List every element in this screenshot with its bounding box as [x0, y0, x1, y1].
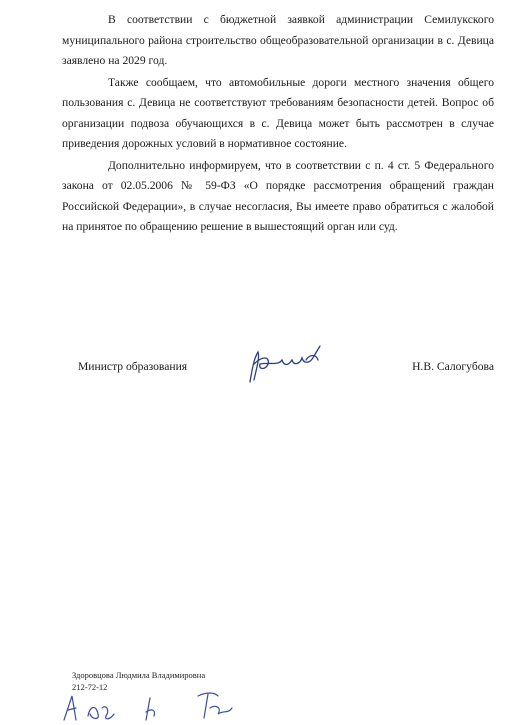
executor-name: Здоровцова Людмила Владимировна: [72, 670, 206, 680]
handwritten-signature: [240, 344, 332, 388]
signer-title: Министр образования: [78, 360, 188, 373]
executor-phone: 212-72-12: [72, 682, 108, 692]
paragraph-roads: Также сообщаем, что автомобильные дороги местного значения общего пользования с. Девица не соответствуют требованиям безопасности детей. Вопрос об организации подвоза обучающихся в с. Девица может быть рассмотрен в случае приведения дорожных условий в нормативное состояние.: [62, 75, 494, 150]
handwritten-initials: [58, 686, 258, 724]
letter-body: [62, 10, 494, 239]
paragraph-budget: В соответствии с бюджетной заявкой администрации Семилукского муниципального района строительство общеобразовательной организации в с. Девица заявлено на 2029 год.: [62, 13, 494, 67]
signer-name: Н.В. Салогубова: [412, 360, 494, 373]
signature-block: [62, 352, 494, 392]
paragraph-appeal: Дополнительно информируем, что в соответствии с п. 4 ст. 5 Федерального закона от 02.05.2006 № 59-ФЗ «О порядке рассмотрения обращений граждан Российской Федерации», в случае несогласия, Вы имеете право обратиться с жалобой на принятое по обращению решение в вышестоящий орган или суд.: [62, 158, 494, 233]
